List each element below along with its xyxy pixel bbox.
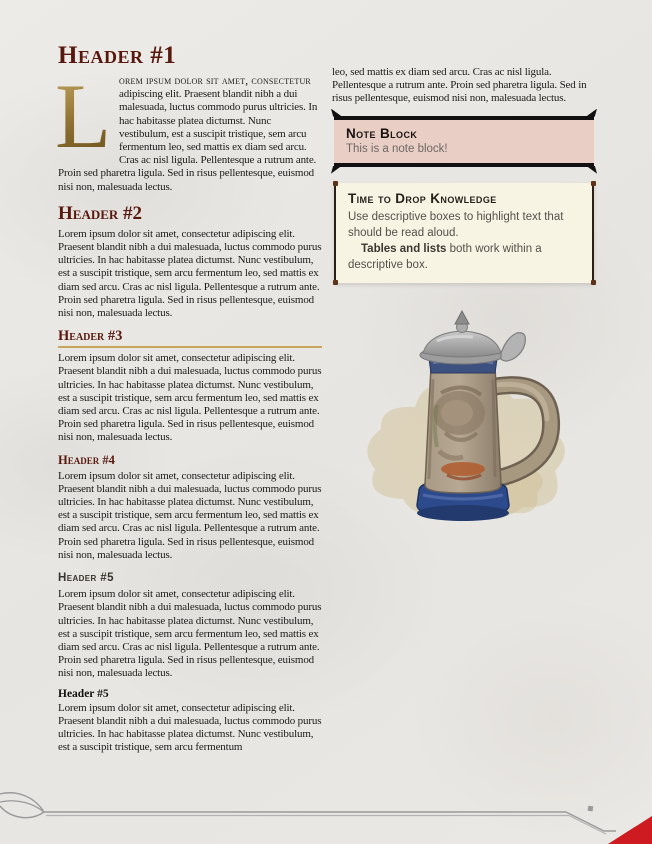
note-block-body: This is a note block! <box>346 142 448 155</box>
header-3: Header #3 <box>58 328 322 348</box>
beer-stein-illustration <box>345 309 583 535</box>
descriptive-box-bold-lead: Tables and lists <box>361 242 447 255</box>
paragraph-2: Lorem ipsum dolor sit amet, consectetur adipiscing elit. Praesent blandit nibh a dui malesuada, luctus commodo purus ultricies. In hac habitasse platea dictumst. Nunc vestibulum, est a suscipit tristique, sem arcu fermentum leo, sed mattis ex diam sed arcu. Cras ac nisl ligula. Pellentesque a rutrum ante. Proin sed pharetra ligula. Sed in risus pellentesque, euismod nisi non, malesuada lectus. <box>58 227 322 320</box>
corner-red-triangle <box>608 816 652 844</box>
dropcap-paragraph <box>54 65 322 194</box>
descriptive-box-body <box>348 209 580 273</box>
header-2: Header #2 <box>58 202 143 224</box>
paragraph-6-truncated: Lorem ipsum dolor sit amet, consectetur adipiscing elit. Praesent blandit nibh a dui malesuada, luctus commodo purus ultricies. In hac habitasse platea dictumst. Nunc vestibulum, est a suscipit tristique, sem arcu fermentum <box>58 701 322 754</box>
dropcap-paragraph-text: adipiscing elit. Praesent blandit nibh a dui malesuada, luctus commodo purus ultricies. In hac habitasse platea dictumst. Nunc vestibulum, est a suscipit tristique, sem arcu fermentum leo, sed mattis ex diam sed arcu. Cras ac nisl ligula. Pellentesque a rutrum ante. Proin sed pharetra ligula. Sed in risus pellentesque, euismod nisi non, malesuada lectus. <box>58 88 318 193</box>
paragraph-5: Lorem ipsum dolor sit amet, consectetur adipiscing elit. Praesent blandit nibh a dui malesuada, luctus commodo purus ultricies. In hac habitasse platea dictumst. Nunc vestibulum, est a suscipit tristique, sem arcu fermentum leo, sed mattis ex diam sed arcu. Cras ac nisl ligula. Pellentesque a rutrum ante. Proin sed pharetra ligula. Sed in risus pellentesque, euismod nisi non, malesuada lectus. <box>58 588 322 680</box>
paragraph-4: Lorem ipsum dolor sit amet, consectetur adipiscing elit. Praesent blandit nibh a dui malesuada, luctus commodo purus ultricies. In hac habitasse platea dictumst. Nunc vestibulum, est a suscipit tristique, sem arcu fermentum leo, sed mattis ex diam sed arcu. Cras ac nisl ligula. Pellentesque a rutrum ante. Proin sed pharetra ligula. Sed in risus pellentesque, euismod nisi non, malesuada lectus. <box>58 469 322 561</box>
box-corner-dot-icon <box>591 280 596 285</box>
footer-ornament <box>0 780 652 844</box>
left-column <box>54 42 322 761</box>
header-5-bold: Header #5 <box>58 687 109 700</box>
descriptive-box-line1: Use descriptive boxes to highlight text that should be read aloud. <box>348 210 564 239</box>
illustration-container <box>332 309 596 540</box>
paragraph-3: Lorem ipsum dolor sit amet, consectetur adipiscing elit. Praesent blandit nibh a dui malesuada, luctus commodo purus ultricies. In hac habitasse platea dictumst. Nunc vestibulum, est a suscipit tristique, sem arcu fermentum leo, sed mattis ex diam sed arcu. Cras ac nisl ligula. Pellentesque a rutrum ante. Proin sed pharetra ligula. Sed in risus pellentesque, euismod nisi non, malesuada lectus. <box>58 352 322 444</box>
continuation-paragraph: leo, sed mattis ex diam sed arcu. Cras ac nisl ligula. Pellentesque a rutrum ante. Proin sed pharetra ligula. Sed in risus pellentesque, euismod nisi non, malesuada lectus. <box>332 66 587 105</box>
note-corner-wing-icon <box>331 166 342 174</box>
right-column <box>332 66 596 540</box>
descriptive-box <box>334 183 594 283</box>
box-corner-dot-icon <box>333 181 338 186</box>
note-block-title: Note Block <box>346 125 418 141</box>
dropcap-letter: L <box>54 65 112 167</box>
note-corner-wing-icon <box>331 109 342 117</box>
header-5: Header #5 <box>58 572 114 585</box>
box-corner-dot-icon <box>591 181 596 186</box>
header-4: Header #4 <box>58 452 115 467</box>
header-1: Header #1 <box>58 42 177 69</box>
descriptive-box-line2: Tables and lists both work within a descriptive box. <box>348 242 542 271</box>
note-corner-wing-icon <box>586 109 597 117</box>
box-corner-dot-icon <box>333 280 338 285</box>
note-corner-wing-icon <box>586 166 597 174</box>
lead-smallcaps-text: orem ipsum dolor sit amet, consectetur <box>119 75 311 87</box>
note-block <box>334 116 594 167</box>
descriptive-box-title: Time to Drop Knowledge <box>348 190 497 206</box>
